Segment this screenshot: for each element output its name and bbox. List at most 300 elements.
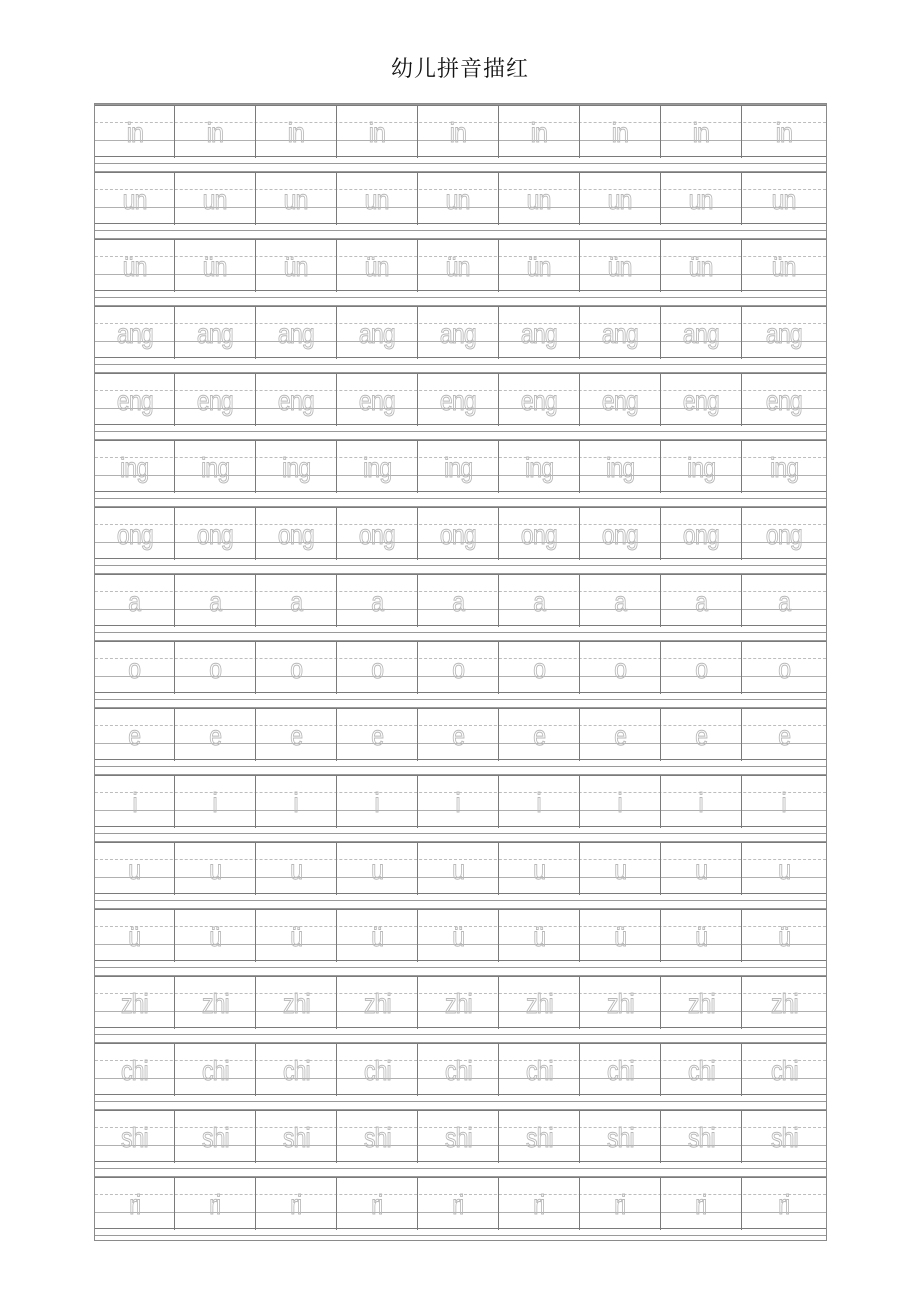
tracing-cell <box>661 575 742 627</box>
tracing-syllable: ong <box>602 519 638 550</box>
tracing-cell <box>256 1111 337 1163</box>
tracing-cell <box>580 441 661 493</box>
tracing-syllable: un <box>365 184 389 215</box>
tracing-cell <box>256 374 337 426</box>
row-gap-line <box>95 1034 826 1035</box>
tracing-syllable: ün <box>772 251 796 282</box>
writing-row <box>95 909 826 976</box>
row-gap-line <box>95 364 826 365</box>
tracing-syllable: ri <box>209 1189 221 1220</box>
tracing-cell <box>175 1111 256 1163</box>
tracing-cell <box>499 508 580 560</box>
writing-row <box>95 1177 826 1244</box>
writing-row <box>95 1110 826 1177</box>
tracing-cell <box>742 575 826 627</box>
tracing-syllable: chi <box>363 1055 391 1086</box>
tracing-cell <box>742 374 826 426</box>
tracing-cell <box>95 441 175 493</box>
tracing-cell <box>418 709 499 761</box>
tracing-cell <box>661 173 742 225</box>
tracing-cell <box>256 776 337 828</box>
writing-row <box>95 775 826 842</box>
tracing-syllable: a <box>209 586 221 617</box>
tracing-cell <box>95 1111 175 1163</box>
tracing-syllable: ong <box>278 519 314 550</box>
row-gap-line <box>95 565 826 566</box>
tracing-cell <box>175 642 256 694</box>
tracing-syllable: o <box>695 653 707 684</box>
tracing-syllable: in <box>611 117 629 148</box>
tracing-cell <box>175 843 256 895</box>
tracing-syllable: i <box>374 787 380 818</box>
tracing-syllable: i <box>698 787 704 818</box>
writing-row <box>95 239 826 306</box>
row-gap-line <box>95 1235 826 1236</box>
tracing-cell <box>256 709 337 761</box>
tracing-syllable: ang <box>278 318 314 349</box>
tracing-cell <box>580 106 661 158</box>
tracing-syllable: ang <box>683 318 719 349</box>
tracing-syllable: o <box>290 653 302 684</box>
tracing-cell <box>95 776 175 828</box>
tracing-syllable: ü <box>452 921 464 952</box>
tracing-syllable: ong <box>521 519 557 550</box>
tracing-syllable: u <box>614 854 626 885</box>
tracing-cell <box>95 1178 175 1230</box>
tracing-syllable: un <box>608 184 632 215</box>
tracing-syllable: e <box>209 720 221 751</box>
tracing-syllable: e <box>778 720 790 751</box>
four-line-grid <box>95 440 826 492</box>
four-line-grid <box>95 1177 826 1229</box>
tracing-cell <box>580 843 661 895</box>
tracing-syllable: shi <box>687 1122 715 1153</box>
tracing-cell <box>742 1111 826 1163</box>
tracing-syllable: ri <box>371 1189 383 1220</box>
tracing-syllable: ün <box>203 251 227 282</box>
tracing-cell <box>175 776 256 828</box>
tracing-cell <box>418 776 499 828</box>
tracing-syllable: in <box>368 117 386 148</box>
tracing-syllable: ang <box>766 318 802 349</box>
tracing-cell <box>661 776 742 828</box>
tracing-cell <box>337 1111 418 1163</box>
tracing-syllable: zhi <box>282 988 310 1019</box>
tracing-syllable: o <box>209 653 221 684</box>
tracing-syllable: a <box>290 586 302 617</box>
tracing-cell <box>499 173 580 225</box>
tracing-syllable: in <box>206 117 224 148</box>
row-gap-line <box>95 1101 826 1102</box>
tracing-cell <box>418 307 499 359</box>
tracing-cell <box>337 575 418 627</box>
tracing-cell <box>499 1044 580 1096</box>
tracing-cell <box>580 173 661 225</box>
tracing-syllable: u <box>128 854 141 885</box>
tracing-syllable: chi <box>525 1055 553 1086</box>
page-title: 幼儿拼音描红 <box>390 57 529 82</box>
tracing-syllable: shi <box>444 1122 472 1153</box>
tracing-cell <box>580 709 661 761</box>
tracing-cell <box>742 307 826 359</box>
writing-row <box>95 641 826 708</box>
four-line-grid <box>95 574 826 626</box>
tracing-cell <box>499 441 580 493</box>
tracing-sheet <box>94 103 827 1241</box>
tracing-syllable: e <box>290 720 302 751</box>
tracing-cell <box>175 910 256 962</box>
tracing-syllable: zhi <box>363 988 391 1019</box>
four-line-grid <box>95 842 826 894</box>
row-gap-line <box>95 1168 826 1169</box>
tracing-cell <box>256 508 337 560</box>
tracing-cell <box>337 977 418 1029</box>
tracing-cell <box>175 508 256 560</box>
tracing-cell <box>499 575 580 627</box>
tracing-cell <box>175 441 256 493</box>
tracing-cell <box>175 173 256 225</box>
tracing-syllable: ün <box>527 251 551 282</box>
tracing-syllable: ong <box>116 519 153 550</box>
tracing-syllable: ang <box>116 318 153 349</box>
tracing-cell <box>256 575 337 627</box>
tracing-syllable: shi <box>121 1122 148 1153</box>
tracing-syllable: ün <box>122 251 147 282</box>
tracing-cell <box>95 173 175 225</box>
four-line-grid <box>95 909 826 961</box>
tracing-cell <box>499 1111 580 1163</box>
tracing-syllable: in <box>287 117 305 148</box>
tracing-cell <box>256 843 337 895</box>
tracing-syllable: eng <box>766 385 802 416</box>
tracing-cell <box>661 441 742 493</box>
tracing-syllable: a <box>452 586 464 617</box>
tracing-syllable: ang <box>602 318 638 349</box>
tracing-cell <box>337 843 418 895</box>
tracing-cell <box>418 441 499 493</box>
tracing-syllable: ü <box>533 921 545 952</box>
tracing-cell <box>742 709 826 761</box>
tracing-syllable: ün <box>284 251 308 282</box>
tracing-cell <box>337 709 418 761</box>
tracing-syllable: o <box>371 653 383 684</box>
tracing-cell <box>95 508 175 560</box>
tracing-cell <box>499 776 580 828</box>
tracing-cell <box>580 1044 661 1096</box>
tracing-syllable: in <box>692 117 710 148</box>
tracing-cell <box>580 1111 661 1163</box>
tracing-syllable: a <box>128 586 141 617</box>
tracing-syllable: ing <box>686 452 716 483</box>
tracing-syllable: zhi <box>770 988 798 1019</box>
row-gap-line <box>95 431 826 432</box>
tracing-syllable: e <box>452 720 464 751</box>
tracing-syllable: chi <box>444 1055 472 1086</box>
tracing-cell <box>418 977 499 1029</box>
tracing-cell <box>580 776 661 828</box>
tracing-syllable: ing <box>200 452 230 483</box>
tracing-cell <box>580 307 661 359</box>
tracing-syllable: chi <box>606 1055 634 1086</box>
row-gap-line <box>95 498 826 499</box>
tracing-syllable: ang <box>440 318 476 349</box>
tracing-cell <box>95 307 175 359</box>
writing-row <box>95 976 826 1043</box>
tracing-cell <box>418 910 499 962</box>
tracing-syllable: zhi <box>687 988 715 1019</box>
tracing-cell <box>742 642 826 694</box>
tracing-syllable: in <box>126 117 143 148</box>
tracing-cell <box>499 642 580 694</box>
tracing-cell <box>337 307 418 359</box>
tracing-syllable: ong <box>197 519 233 550</box>
tracing-syllable: e <box>695 720 707 751</box>
tracing-cell <box>337 240 418 292</box>
tracing-syllable: ing <box>524 452 554 483</box>
tracing-syllable: ong <box>683 519 719 550</box>
tracing-cell <box>175 307 256 359</box>
tracing-cell <box>661 508 742 560</box>
tracing-cell <box>742 508 826 560</box>
tracing-cell <box>256 910 337 962</box>
tracing-cell <box>418 173 499 225</box>
tracing-cell <box>661 240 742 292</box>
tracing-syllable: ong <box>440 519 476 550</box>
tracing-syllable: ün <box>689 251 713 282</box>
tracing-syllable: ri <box>290 1189 302 1220</box>
tracing-syllable: zhi <box>201 988 229 1019</box>
tracing-cell <box>661 977 742 1029</box>
tracing-cell <box>95 843 175 895</box>
tracing-syllable: ü <box>695 921 707 952</box>
four-line-grid <box>95 641 826 693</box>
tracing-syllable: ü <box>290 921 302 952</box>
tracing-syllable: ing <box>120 452 149 483</box>
tracing-cell <box>418 575 499 627</box>
tracing-cell <box>742 240 826 292</box>
tracing-syllable: ri <box>128 1189 141 1220</box>
tracing-syllable: o <box>452 653 464 684</box>
tracing-cell <box>418 1178 499 1230</box>
tracing-syllable: e <box>371 720 383 751</box>
four-line-grid <box>95 306 826 358</box>
tracing-syllable: un <box>689 184 713 215</box>
tracing-syllable: ing <box>281 452 311 483</box>
tracing-syllable: eng <box>440 385 476 416</box>
tracing-cell <box>337 508 418 560</box>
tracing-cell <box>418 1044 499 1096</box>
tracing-syllable: ong <box>766 519 802 550</box>
tracing-syllable: ü <box>614 921 626 952</box>
tracing-cell <box>580 374 661 426</box>
tracing-syllable: un <box>122 184 147 215</box>
writing-row <box>95 708 826 775</box>
tracing-syllable: ing <box>362 452 392 483</box>
tracing-cell <box>418 240 499 292</box>
tracing-syllable: ri <box>695 1189 707 1220</box>
row-gap-line <box>95 632 826 633</box>
tracing-syllable: i <box>132 787 137 818</box>
tracing-syllable: shi <box>525 1122 553 1153</box>
tracing-syllable: eng <box>602 385 638 416</box>
tracing-cell <box>580 910 661 962</box>
tracing-syllable: un <box>446 184 470 215</box>
row-gap-line <box>95 297 826 298</box>
tracing-syllable: i <box>781 787 787 818</box>
four-line-grid <box>95 708 826 760</box>
tracing-syllable: ong <box>359 519 395 550</box>
tracing-cell <box>580 1178 661 1230</box>
tracing-syllable: shi <box>282 1122 310 1153</box>
tracing-cell <box>418 374 499 426</box>
tracing-cell <box>256 173 337 225</box>
tracing-cell <box>499 106 580 158</box>
tracing-syllable: u <box>778 854 790 885</box>
writing-row <box>95 306 826 373</box>
tracing-syllable: ri <box>778 1189 790 1220</box>
tracing-syllable: in <box>775 117 793 148</box>
tracing-cell <box>742 1044 826 1096</box>
tracing-syllable: shi <box>770 1122 798 1153</box>
tracing-cell <box>337 106 418 158</box>
tracing-cell <box>95 1044 175 1096</box>
tracing-syllable: a <box>778 586 790 617</box>
tracing-cell <box>95 910 175 962</box>
four-line-grid <box>95 976 826 1028</box>
tracing-cell <box>256 977 337 1029</box>
writing-row <box>95 1043 826 1110</box>
tracing-cell <box>418 106 499 158</box>
tracing-cell <box>499 977 580 1029</box>
tracing-syllable: o <box>778 653 790 684</box>
tracing-syllable: ing <box>605 452 635 483</box>
tracing-syllable: un <box>203 184 227 215</box>
tracing-cell <box>95 240 175 292</box>
tracing-syllable: i <box>617 787 623 818</box>
tracing-cell <box>580 508 661 560</box>
tracing-syllable: chi <box>687 1055 715 1086</box>
tracing-syllable: eng <box>197 385 233 416</box>
tracing-cell <box>499 1178 580 1230</box>
tracing-syllable: o <box>128 653 141 684</box>
tracing-syllable: ü <box>778 921 790 952</box>
tracing-cell <box>337 1044 418 1096</box>
tracing-syllable: o <box>614 653 626 684</box>
tracing-cell <box>499 374 580 426</box>
four-line-grid <box>95 1043 826 1095</box>
tracing-syllable: ang <box>359 318 395 349</box>
tracing-cell <box>742 843 826 895</box>
tracing-syllable: eng <box>116 385 153 416</box>
tracing-syllable: shi <box>363 1122 391 1153</box>
tracing-cell <box>256 441 337 493</box>
tracing-cell <box>337 374 418 426</box>
tracing-cell <box>95 374 175 426</box>
tracing-syllable: ri <box>452 1189 464 1220</box>
tracing-syllable: ang <box>197 318 233 349</box>
tracing-cell <box>175 709 256 761</box>
tracing-syllable: chi <box>770 1055 798 1086</box>
tracing-syllable: eng <box>521 385 557 416</box>
tracing-cell <box>418 843 499 895</box>
tracing-syllable: ü <box>128 921 141 952</box>
tracing-cell <box>742 441 826 493</box>
tracing-cell <box>175 1044 256 1096</box>
tracing-syllable: ri <box>533 1189 545 1220</box>
tracing-cell <box>175 1178 256 1230</box>
tracing-cell <box>742 1178 826 1230</box>
tracing-cell <box>95 106 175 158</box>
four-line-grid <box>95 105 826 157</box>
tracing-cell <box>661 374 742 426</box>
tracing-cell <box>580 575 661 627</box>
tracing-cell <box>256 307 337 359</box>
tracing-syllable: un <box>284 184 308 215</box>
tracing-syllable: ang <box>521 318 557 349</box>
tracing-syllable: a <box>371 586 383 617</box>
tracing-syllable: u <box>452 854 464 885</box>
row-gap-line <box>95 230 826 231</box>
tracing-cell <box>256 1044 337 1096</box>
four-line-grid <box>95 172 826 224</box>
tracing-cell <box>256 1178 337 1230</box>
tracing-syllable: un <box>772 184 796 215</box>
tracing-syllable: in <box>530 117 548 148</box>
tracing-cell <box>95 575 175 627</box>
tracing-syllable: ün <box>446 251 470 282</box>
tracing-cell <box>580 240 661 292</box>
tracing-syllable: u <box>695 854 707 885</box>
row-gap-line <box>95 900 826 901</box>
tracing-syllable: a <box>614 586 626 617</box>
row-gap-line <box>95 766 826 767</box>
tracing-cell <box>661 1111 742 1163</box>
tracing-cell <box>95 709 175 761</box>
tracing-syllable: shi <box>606 1122 634 1153</box>
tracing-syllable: ün <box>365 251 389 282</box>
tracing-cell <box>418 642 499 694</box>
tracing-syllable: in <box>449 117 467 148</box>
tracing-cell <box>337 642 418 694</box>
tracing-syllable: ü <box>209 921 221 952</box>
tracing-syllable: zhi <box>606 988 634 1019</box>
tracing-cell <box>661 1178 742 1230</box>
tracing-syllable: ri <box>614 1189 626 1220</box>
writing-row <box>95 842 826 909</box>
tracing-cell <box>499 709 580 761</box>
tracing-cell <box>661 642 742 694</box>
tracing-cell <box>661 910 742 962</box>
tracing-syllable: ing <box>769 452 799 483</box>
tracing-cell <box>256 642 337 694</box>
row-gap-line <box>95 163 826 164</box>
tracing-syllable: i <box>293 787 299 818</box>
tracing-cell <box>742 106 826 158</box>
tracing-syllable: i <box>455 787 461 818</box>
tracing-cell <box>661 106 742 158</box>
four-line-grid <box>95 507 826 559</box>
tracing-cell <box>661 1044 742 1096</box>
writing-row <box>95 440 826 507</box>
tracing-cell <box>337 441 418 493</box>
writing-row <box>95 172 826 239</box>
tracing-syllable: e <box>128 720 141 751</box>
tracing-syllable: u <box>533 854 545 885</box>
tracing-cell <box>580 977 661 1029</box>
writing-row <box>95 574 826 641</box>
tracing-syllable: a <box>533 586 545 617</box>
tracing-cell <box>742 977 826 1029</box>
